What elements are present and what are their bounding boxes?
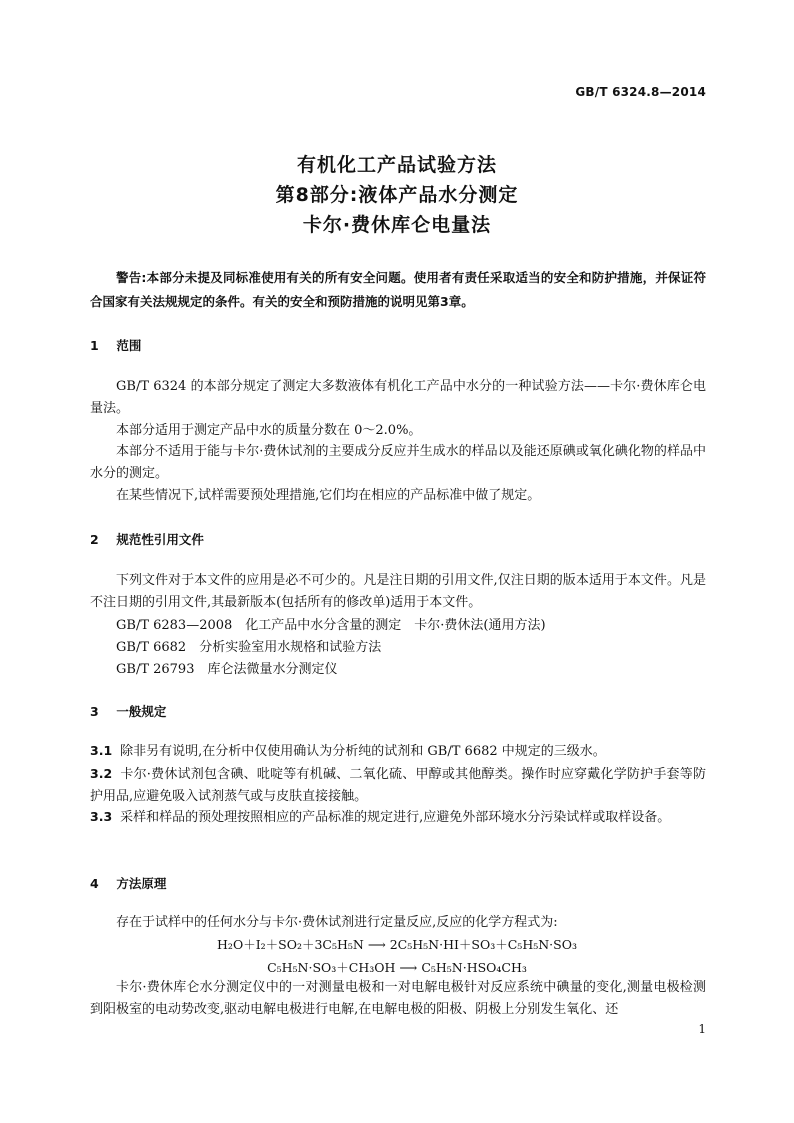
page-number: 1 xyxy=(698,1022,706,1036)
section-2-heading xyxy=(90,530,204,548)
equation-right: C₅H₅N·HSO₄CH₃ xyxy=(421,960,527,975)
equation-right: 2C₅H₅N·HI＋SO₃＋C₅H₅N·SO₃ xyxy=(389,937,577,952)
chemical-equation-1 xyxy=(0,935,794,953)
normative-reference: GB/T 6682 分析实验室用水规格和试验方法 xyxy=(116,640,382,655)
arrow-icon: ⟶ xyxy=(367,937,390,952)
clause-3-1 xyxy=(90,740,706,763)
section-1-heading xyxy=(90,336,141,354)
title-line-3: 卡尔·费休库仑电量法 xyxy=(302,214,492,236)
clause-number: 3.3 xyxy=(90,809,113,824)
arrow-icon: ⟶ xyxy=(399,960,422,975)
section-title: 规范性引用文件 xyxy=(116,532,204,547)
clause-text: 卡尔·费休试剂包含碘、吡啶等有机碱、二氧化硫、甲醇或其他醇类。操作时应穿戴化学防护手套等防护用品,应避免吸入试剂蒸气或与皮肤直接接触。 xyxy=(90,767,706,804)
equation-left: C₅H₅N·SO₃＋CH₃OH xyxy=(267,960,396,975)
equation-left: H₂O＋I₂＋SO₂＋3C₅H₅N xyxy=(217,937,364,952)
section-1-paragraph-2: 本部分适用于测定产品中水的质量分数在 0～2.0%。 xyxy=(116,423,422,438)
warning-paragraph: 警告:本部分未提及同标准使用有关的所有安全问题。使用者有责任采取适当的安全和防护措施，并保证符合国家有关法规规定的条件。有关的安全和预防措施的说明见第3章。 xyxy=(90,270,706,309)
section-number: 3 xyxy=(90,704,99,719)
section-number: 1 xyxy=(90,338,99,353)
clause-number: 3.1 xyxy=(90,743,113,758)
title-line-2: 第8部分:液体产品水分测定 xyxy=(275,184,519,206)
chemical-equation-2 xyxy=(0,958,794,976)
clause-text: 采样和样品的预处理按照相应的产品标准的规定进行,应避免外部环境水分污染试样或取样设备。 xyxy=(120,810,671,825)
title-line-1: 有机化工产品试验方法 xyxy=(296,154,497,176)
section-1-paragraph-1: GB/T 6324 的本部分规定了测定大多数液体有机化工产品中水分的一种试验方法——卡尔·费休库仑电量法。 xyxy=(90,379,706,416)
clause-3-2 xyxy=(90,763,706,808)
normative-reference: GB/T 6283—2008 化工产品中水分含量的测定 卡尔·费休法(通用方法) xyxy=(116,618,546,633)
section-1-paragraph-4: 在某些情况下,试样需要预处理措施,它们均在相应的产品标准中做了规定。 xyxy=(116,488,541,503)
standard-number: GB/T 6324.8—2014 xyxy=(575,85,706,99)
clause-text: 除非另有说明,在分析中仅使用确认为分析纯的试剂和 GB/T 6682 中规定的三级水。 xyxy=(120,744,606,759)
section-4-paragraph-1: 存在于试样中的任何水分与卡尔·费休试剂进行定量反应,反应的化学方程式为: xyxy=(116,915,558,930)
section-title: 范围 xyxy=(116,338,142,353)
clause-3-3 xyxy=(90,806,706,829)
section-3-heading xyxy=(90,702,166,720)
section-4-heading xyxy=(90,874,166,892)
section-4-paragraph-2: 卡尔·费休库仑水分测定仪中的一对测量电极和一对电解电极针对反应系统中碘量的变化,测量电极检测到阳极室的电动势改变,驱动电解电极进行电解,在电解电极的阳极、阴极上分别发生氧化、还 xyxy=(90,980,706,1017)
section-number: 2 xyxy=(90,532,99,547)
clause-number: 3.2 xyxy=(90,766,113,781)
normative-reference: GB/T 26793 库仑法微量水分测定仪 xyxy=(116,662,338,677)
section-title: 一般规定 xyxy=(116,704,167,719)
section-1-paragraph-3: 本部分不适用于能与卡尔·费休试剂的主要成分反应并生成水的样品以及能还原碘或氧化碘化物的样品中水分的测定。 xyxy=(90,444,706,481)
section-2-paragraph-1: 下列文件对于本文件的应用是必不可少的。凡是注日期的引用文件,仅注日期的版本适用于本文件。凡是不注日期的引用文件,其最新版本(包括所有的修改单)适用于本文件。 xyxy=(90,573,706,610)
section-title: 方法原理 xyxy=(116,876,167,891)
section-number: 4 xyxy=(90,876,99,891)
